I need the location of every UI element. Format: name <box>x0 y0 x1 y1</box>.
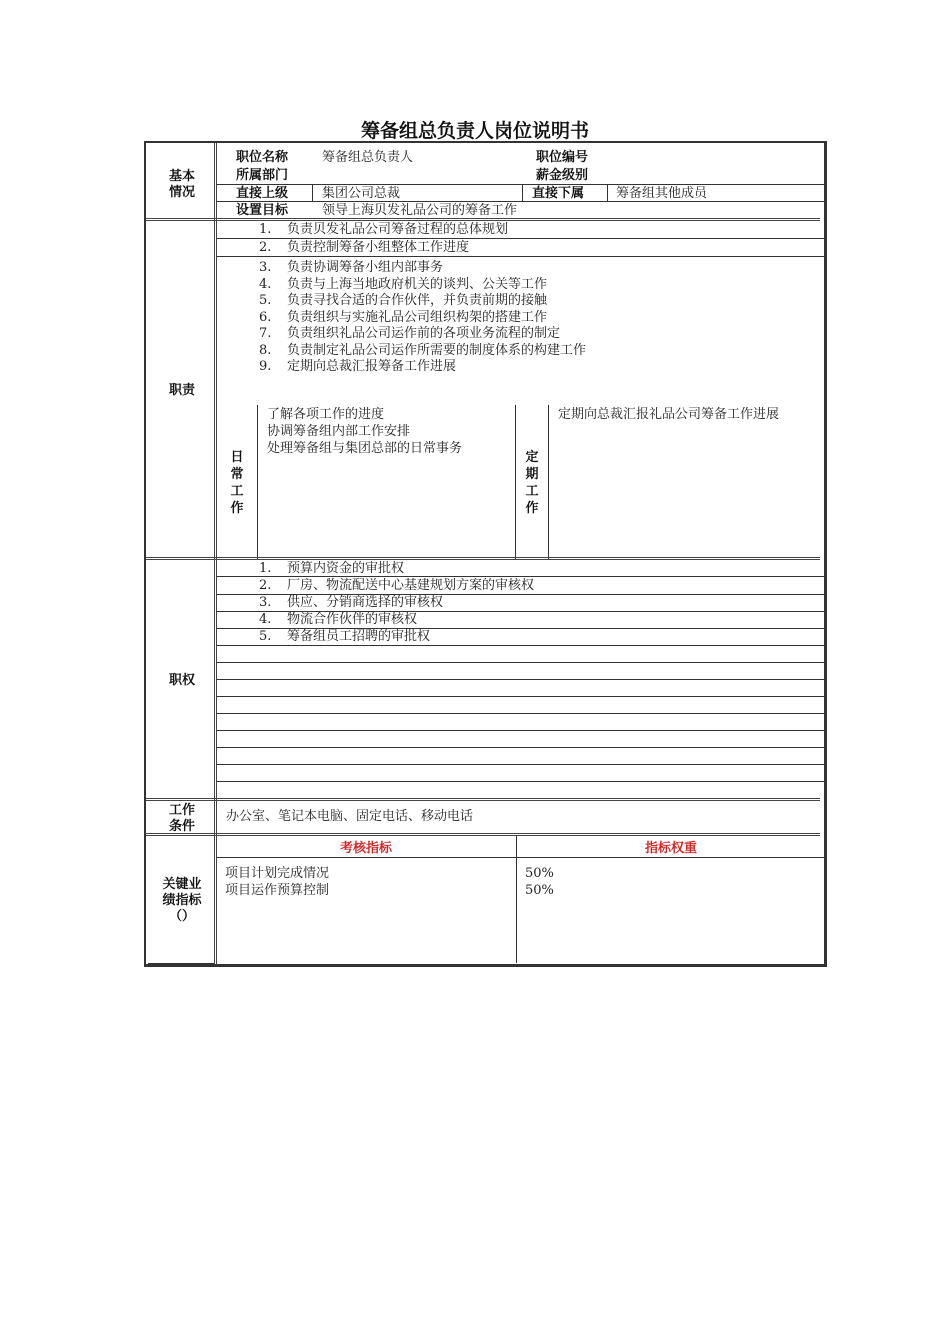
duty-item <box>259 293 547 309</box>
goal-label: 设置目标 <box>236 203 289 218</box>
duty-item <box>259 240 469 256</box>
daily-work-label <box>229 449 245 517</box>
row-divider <box>216 857 824 858</box>
duty-text: 定期向总裁汇报筹备工作进展 <box>287 359 457 374</box>
authority-item <box>259 612 417 628</box>
authority-item <box>259 578 534 594</box>
duty-item <box>259 222 508 238</box>
authority-number: 2. <box>259 578 272 593</box>
basic-section-label <box>154 169 210 201</box>
position-no-label: 职位编号 <box>536 150 589 165</box>
conditions-section-label-text: 工作条件 <box>168 803 195 834</box>
document-title: 筹备组总负责人岗位说明书 <box>360 120 589 142</box>
duty-item <box>259 359 456 375</box>
duty-number: 9. <box>259 359 272 374</box>
row-divider <box>216 747 824 748</box>
duty-text: 负责寻找合适的合作伙伴，并负责前期的接触 <box>287 293 548 308</box>
cell-divider <box>548 405 549 559</box>
row-divider <box>216 679 824 680</box>
cell-divider <box>312 184 313 201</box>
row-divider <box>216 764 824 765</box>
superior-value: 集团公司总裁 <box>322 186 401 201</box>
duty-number: 6. <box>259 310 272 325</box>
periodic-work-label <box>524 449 540 517</box>
conditions-value: 办公室、笔记本电脑、固定电话、移动电话 <box>226 809 474 824</box>
row-divider <box>216 256 824 257</box>
duty-number: 1. <box>259 222 272 237</box>
periodic-work-label-text: 定期工作 <box>525 450 539 516</box>
authority-item <box>259 561 404 577</box>
job-description-table <box>144 141 827 967</box>
kpi-indicator: 项目计划完成情况 <box>225 866 330 881</box>
cell-divider <box>515 405 516 559</box>
duty-number: 7. <box>259 326 272 341</box>
duty-item <box>259 310 547 326</box>
superior-label: 直接上级 <box>236 186 289 201</box>
kpi-weight-header: 指标权重 <box>644 841 697 856</box>
row-divider <box>216 662 824 663</box>
authority-number: 4. <box>259 612 272 627</box>
duty-text: 负责制定礼品公司运作所需要的制度体系的构建工作 <box>287 343 587 358</box>
duty-item <box>259 326 560 342</box>
section-divider <box>146 798 820 801</box>
duty-number: 3. <box>259 260 272 275</box>
row-divider <box>216 696 824 697</box>
position-name-value: 筹备组总负责人 <box>322 150 414 165</box>
authority-text: 筹备组员工招聘的审批权 <box>287 629 431 644</box>
duty-number: 8. <box>259 343 272 358</box>
duty-text: 负责组织与实施礼品公司组织构架的搭建工作 <box>287 310 548 325</box>
kpi-weight: 50% <box>525 883 554 898</box>
row-divider <box>148 963 214 964</box>
duties-section-label: 职责 <box>168 383 195 398</box>
row-divider <box>216 201 824 202</box>
position-name-label: 职位名称 <box>236 150 289 165</box>
authority-number: 5. <box>259 629 272 644</box>
daily-item: 处理筹备组与集团总部的日常事务 <box>267 441 463 456</box>
duty-text: 负责与上海当地政府机关的谈判、公关等工作 <box>287 277 548 292</box>
cell-divider <box>607 184 608 201</box>
authority-number: 1. <box>259 561 272 576</box>
authority-text: 预算内资金的审批权 <box>287 561 405 576</box>
duty-text: 负责控制筹备小组整体工作进度 <box>287 240 470 255</box>
row-divider <box>216 730 824 731</box>
duty-item <box>259 260 443 276</box>
salary-label: 薪金级别 <box>536 168 589 183</box>
conditions-section-label <box>154 803 210 835</box>
daily-item: 协调筹备组内部工作安排 <box>267 424 411 439</box>
department-label: 所属部门 <box>236 168 289 183</box>
kpi-section-label-text: 关键业绩指标（） <box>162 877 202 924</box>
authority-text: 厂房、物流配送中心基建规划方案的审核权 <box>287 578 535 593</box>
duty-item <box>259 343 586 359</box>
authority-section-label: 职权 <box>168 673 195 688</box>
daily-work-label-text: 日常工作 <box>230 450 244 516</box>
kpi-indicator: 项目运作预算控制 <box>225 883 330 898</box>
duty-number: 2. <box>259 240 272 255</box>
duty-number: 4. <box>259 277 272 292</box>
row-divider <box>216 781 824 782</box>
basic-section-label-text: 基本情况 <box>168 169 195 200</box>
section-divider <box>146 833 820 836</box>
section-divider <box>146 218 820 221</box>
duty-text: 负责组织礼品公司运作前的各项业务流程的制定 <box>287 326 561 341</box>
row-divider <box>216 645 824 646</box>
kpi-section-label <box>154 877 210 925</box>
row-divider <box>216 238 824 239</box>
kpi-indicator-header: 考核指标 <box>339 841 392 856</box>
daily-item: 了解各项工作的进度 <box>267 407 385 422</box>
section-divider <box>146 557 820 560</box>
goal-value: 领导上海贝发礼品公司的筹备工作 <box>322 203 518 218</box>
subordinate-value: 筹备组其他成员 <box>616 186 708 201</box>
cell-divider <box>257 405 258 559</box>
authority-number: 3. <box>259 595 272 610</box>
kpi-weight: 50% <box>525 866 554 881</box>
row-divider <box>216 713 824 714</box>
duty-text: 负责协调筹备小组内部事务 <box>287 260 444 275</box>
cell-divider <box>516 835 517 963</box>
duty-number: 5. <box>259 293 272 308</box>
row-divider <box>216 576 824 577</box>
periodic-item: 定期向总裁汇报礼品公司筹备工作进展 <box>558 407 780 422</box>
authority-text: 物流合作伙伴的审核权 <box>287 612 418 627</box>
subordinate-label: 直接下属 <box>532 186 585 201</box>
row-divider <box>216 184 824 185</box>
duty-item <box>259 277 547 293</box>
authority-text: 供应、分销商选择的审核权 <box>287 595 444 610</box>
authority-item <box>259 629 430 645</box>
authority-item <box>259 595 443 611</box>
cell-divider <box>522 184 523 201</box>
duty-text: 负责贝发礼品公司筹备过程的总体规划 <box>287 222 509 237</box>
